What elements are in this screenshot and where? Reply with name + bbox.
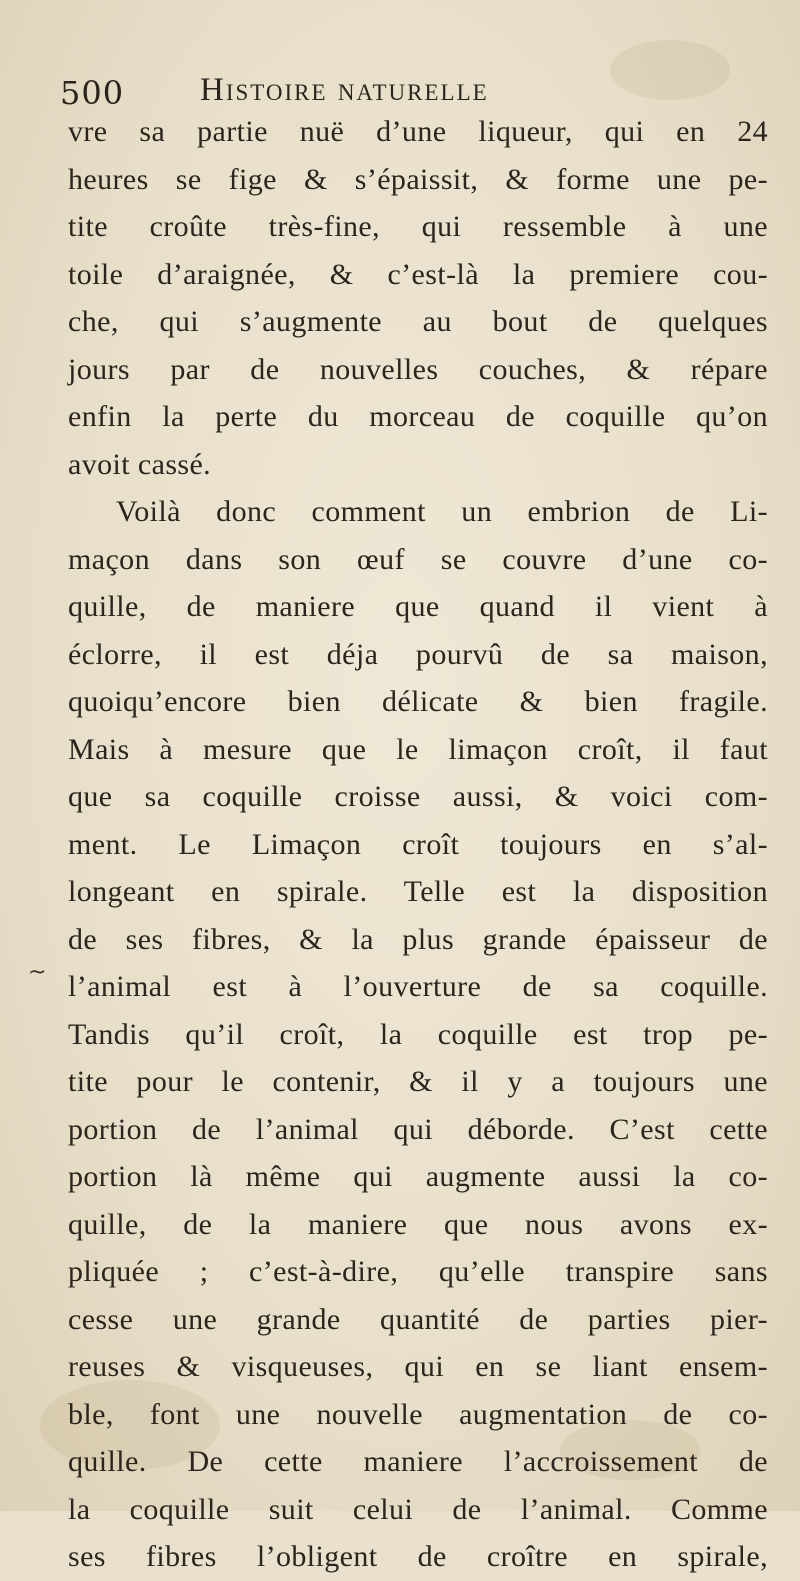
text-line: l’animal est à l’ouverture de sa coquille.	[68, 970, 768, 1003]
text-line: toile d’araignée, & c’est-là la premiere cou-	[68, 257, 768, 291]
margin-mark: ~	[28, 960, 47, 985]
text-line: tite croûte très-fine, qui ressemble à une	[68, 210, 768, 243]
text-line: quille, de la maniere que nous avons ex-	[68, 1207, 768, 1241]
text-line: che, qui s’augmente au bout de quelques	[68, 305, 768, 338]
text-line: quille, de maniere que quand il vient à	[68, 590, 768, 623]
body-text	[68, 108, 768, 1581]
text-line: portion de l’animal qui déborde. C’est cette	[68, 1112, 768, 1146]
text-line: avoit cassé.	[68, 447, 212, 481]
running-title: Histoire naturelle	[200, 72, 489, 108]
text-line: de ses fibres, & la plus grande épaisseur de	[68, 922, 768, 956]
text-line: ment. Le Limaçon croît toujours en s’al-	[68, 827, 768, 861]
text-line: quille. De cette maniere l’accroissement de	[68, 1445, 768, 1478]
text-line: que sa coquille croisse aussi, & voici com-	[68, 780, 768, 813]
text-line: Voilà donc comment un embrion de Li-	[116, 495, 768, 528]
page-number: 500	[60, 74, 125, 112]
text-line: cesse une grande quantité de parties pier-	[68, 1302, 768, 1336]
text-line: ses fibres l’obligent de croître en spirale,	[68, 1540, 768, 1573]
text-line: enfin la perte du morceau de coquille qu’on	[68, 400, 768, 433]
text-line: heures se fige & s’épaissit, & forme une pe-	[68, 162, 768, 196]
text-line: éclorre, il est déja pourvû de sa maison,	[68, 637, 768, 671]
text-line: tite pour le contenir, & il y a toujours une	[68, 1065, 768, 1098]
text-line: portion là même qui augmente aussi la co-	[68, 1160, 768, 1193]
text-line: reuses & visqueuses, qui en se liant ensem-	[68, 1350, 768, 1383]
text-line: pliquée ; c’est-à-dire, qu’elle transpire sans	[68, 1255, 768, 1288]
text-line: la coquille suit celui de l’animal. Comme	[68, 1492, 768, 1526]
text-line: longeant en spirale. Telle est la disposition	[68, 875, 768, 908]
text-line: Tandis qu’il croît, la coquille est trop pe-	[68, 1017, 768, 1051]
text-line: vre sa partie nuë d’une liqueur, qui en 24	[68, 115, 768, 148]
text-line: ble, font une nouvelle augmentation de co-	[68, 1397, 768, 1431]
text-line: jours par de nouvelles couches, & répare	[68, 352, 768, 386]
text-line: Mais à mesure que le limaçon croît, il faut	[68, 732, 768, 766]
text-line: maçon dans son œuf se couvre d’une co-	[68, 542, 768, 576]
text-line: quoiqu’encore bien délicate & bien fragile.	[68, 685, 768, 718]
